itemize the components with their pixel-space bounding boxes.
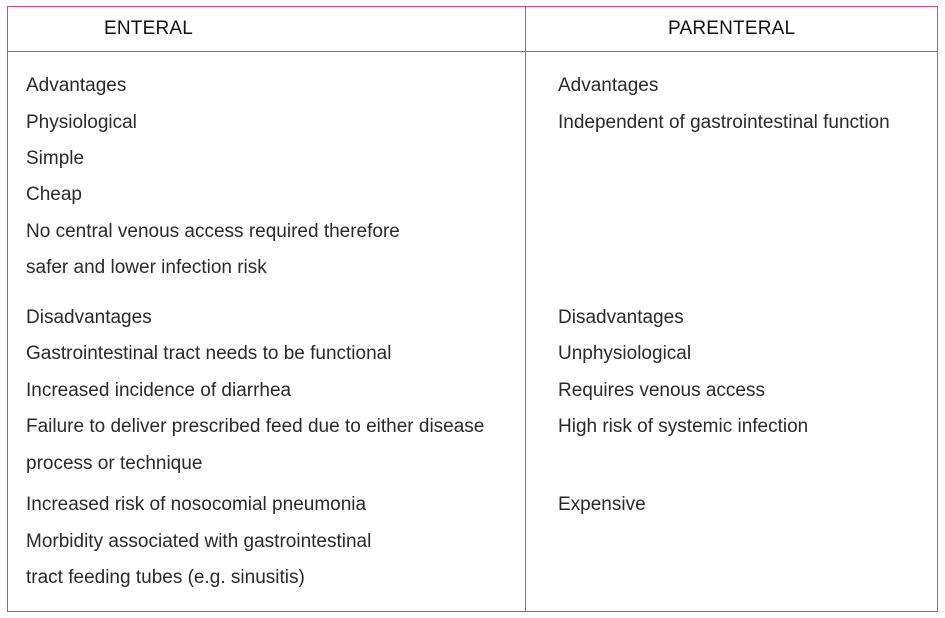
parenteral-disadvantage-item: High risk of systemic infection — [558, 416, 809, 437]
parenteral-disadvantage-item: Requires venous access — [558, 380, 765, 401]
parenteral-advantages-title: Advantages — [558, 75, 659, 96]
enteral-disadvantage-item: process or technique — [26, 453, 203, 474]
parenteral-disadvantage-item: Unphysiological — [558, 343, 692, 364]
enteral-disadvantage-item: Increased incidence of diarrhea — [26, 380, 292, 401]
enteral-advantage-item: No central venous access required therefore — [26, 221, 400, 242]
enteral-disadvantage-item: Gastrointestinal tract needs to be functional — [26, 343, 392, 364]
header-divider — [8, 51, 937, 52]
parenteral-disadvantages-title: Disadvantages — [558, 307, 684, 328]
enteral-advantage-item: safer and lower infection risk — [26, 257, 267, 278]
parenteral-disadvantage-item: Expensive — [558, 494, 646, 515]
enteral-disadvantage-item: Morbidity associated with gastrointestinal — [26, 531, 372, 552]
enteral-disadvantage-item: Increased risk of nosocomial pneumonia — [26, 494, 367, 515]
enteral-advantage-item: Cheap — [26, 184, 82, 205]
header-enteral: ENTERAL — [104, 18, 194, 39]
header-parenteral: PARENTERAL — [668, 18, 796, 39]
enteral-disadvantages-title: Disadvantages — [26, 307, 152, 328]
enteral-advantage-item: Simple — [26, 148, 85, 169]
enteral-advantages-title: Advantages — [26, 75, 127, 96]
parenteral-advantage-item: Independent of gastrointestinal function — [558, 112, 890, 133]
enteral-disadvantage-item: tract feeding tubes (e.g. sinusitis) — [26, 567, 305, 588]
enteral-disadvantage-item: Failure to deliver prescribed feed due to either disease — [26, 416, 485, 437]
enteral-advantage-item: Physiological — [26, 112, 137, 133]
column-divider — [525, 7, 526, 611]
